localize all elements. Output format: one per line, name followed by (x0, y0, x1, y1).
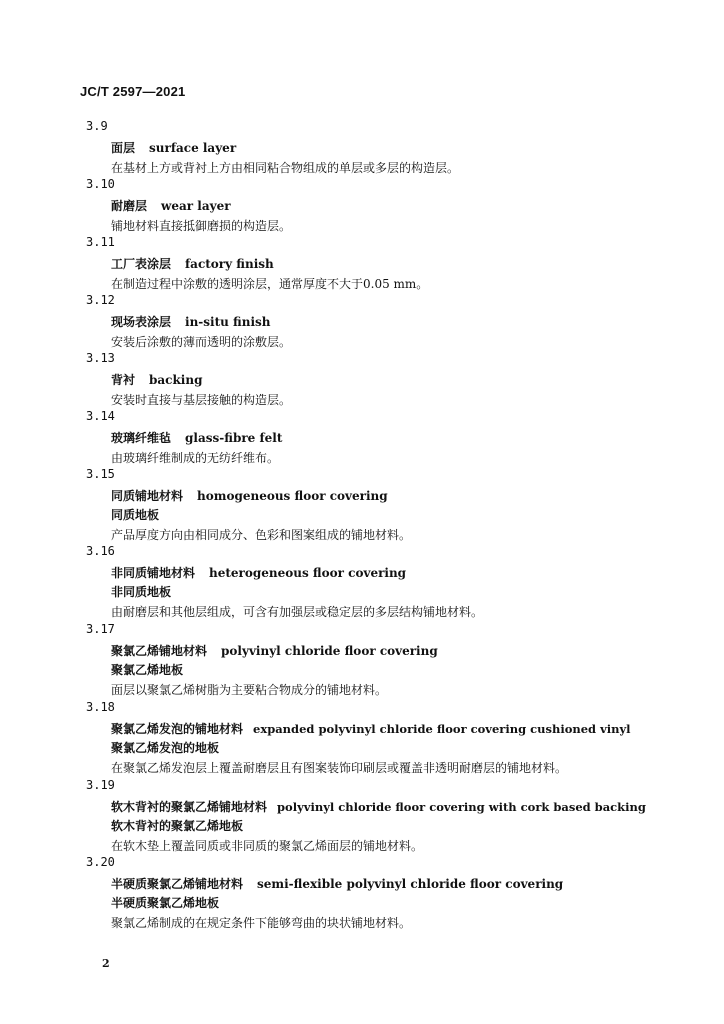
term-alternate: 同质地板 (111, 508, 160, 522)
term-zh: 耐磨层 (111, 199, 148, 213)
clause-number: 3.14 (86, 409, 115, 423)
term-en: backing (149, 373, 203, 387)
term-definition: 在聚氯乙烯发泡层上覆盖耐磨层且有图案装饰印刷层或覆盖非透明耐磨层的铺地材料。 (111, 761, 568, 775)
term-title (111, 487, 388, 504)
term-alternate: 聚氯乙烯发泡的地板 (111, 741, 220, 755)
term-zh: 背衬 (111, 373, 136, 387)
term-en: homogeneous floor covering (197, 489, 388, 503)
clause-number: 3.15 (86, 467, 115, 481)
term-zh: 现场表涂层 (111, 315, 172, 329)
term-definition: 由耐磨层和其他层组成，可含有加强层或稳定层的多层结构铺地材料。 (111, 605, 484, 619)
clause-number: 3.19 (86, 778, 115, 792)
clause-number: 3.12 (86, 293, 115, 307)
term-definition: 聚氯乙烯制成的在规定条件下能够弯曲的块状铺地材料。 (111, 916, 412, 930)
clause-number: 3.9 (86, 119, 108, 133)
term-en: semi-flexible polyvinyl chloride floor covering (257, 877, 564, 891)
term-zh: 软木背衬的聚氯乙烯铺地材料 (111, 800, 268, 814)
term-alternate: 非同质地板 (111, 585, 172, 599)
term-title (111, 429, 282, 446)
page-number: 2 (102, 957, 110, 970)
clause-number: 3.18 (86, 700, 115, 714)
term-title (111, 255, 274, 272)
term-definition: 安装后涂敷的薄而透明的涂敷层。 (111, 335, 292, 349)
term-title (111, 313, 271, 330)
term-definition: 安装时直接与基层接触的构造层。 (111, 393, 292, 407)
term-title (111, 197, 231, 214)
term-en: heterogeneous floor covering (209, 566, 407, 580)
term-zh: 半硬质聚氯乙烯铺地材料 (111, 877, 244, 891)
term-zh: 聚氯乙烯发泡的铺地材料 (111, 722, 244, 736)
term-alternate: 半硬质聚氯乙烯地板 (111, 896, 220, 910)
term-title (111, 371, 202, 388)
term-en: glass-fibre felt (185, 431, 283, 445)
term-definition: 由玻璃纤维制成的无纺纤维布。 (111, 451, 280, 465)
term-en: polyvinyl chloride floor covering with cork based backing (277, 800, 646, 814)
term-title (111, 798, 646, 815)
term-title (111, 875, 563, 892)
clause-number: 3.20 (86, 855, 115, 869)
term-alternate: 软木背衬的聚氯乙烯地板 (111, 819, 244, 833)
term-en: factory finish (185, 257, 274, 271)
term-zh: 同质铺地材料 (111, 489, 184, 503)
term-en: surface layer (149, 141, 237, 155)
clause-number: 3.13 (86, 351, 115, 365)
document-header: JC/T 2597—2021 (80, 84, 186, 99)
term-definition: 在基材上方或背衬上方由相同粘合物组成的单层或多层的构造层。 (111, 161, 460, 175)
term-en: polyvinyl chloride floor covering (221, 644, 438, 658)
term-zh: 玻璃纤维毡 (111, 431, 172, 445)
term-en: expanded polyvinyl chloride floor covering cushioned vinyl (253, 722, 631, 736)
term-definition: 在软木垫上覆盖同质或非同质的聚氯乙烯面层的铺地材料。 (111, 839, 424, 853)
term-en: in-situ finish (185, 315, 271, 329)
term-zh: 非同质铺地材料 (111, 566, 196, 580)
term-title (111, 720, 631, 737)
clause-number: 3.11 (86, 235, 115, 249)
term-definition: 在制造过程中涂敷的透明涂层，通常厚度不大于0.05 mm。 (111, 277, 429, 291)
term-zh: 工厂表涂层 (111, 257, 172, 271)
term-title (111, 139, 236, 156)
term-zh: 聚氯乙烯铺地材料 (111, 644, 208, 658)
term-alternate: 聚氯乙烯地板 (111, 663, 184, 677)
term-definition: 铺地材料直接抵御磨损的构造层。 (111, 219, 292, 233)
term-definition: 产品厚度方向由相同成分、色彩和图案组成的铺地材料。 (111, 528, 412, 542)
clause-number: 3.16 (86, 544, 115, 558)
term-definition: 面层以聚氯乙烯树脂为主要粘合物成分的铺地材料。 (111, 683, 388, 697)
clause-number: 3.10 (86, 177, 115, 191)
term-zh: 面层 (111, 141, 136, 155)
clause-number: 3.17 (86, 622, 115, 636)
term-title (111, 642, 438, 659)
term-en: wear layer (161, 199, 231, 213)
term-title (111, 564, 406, 581)
